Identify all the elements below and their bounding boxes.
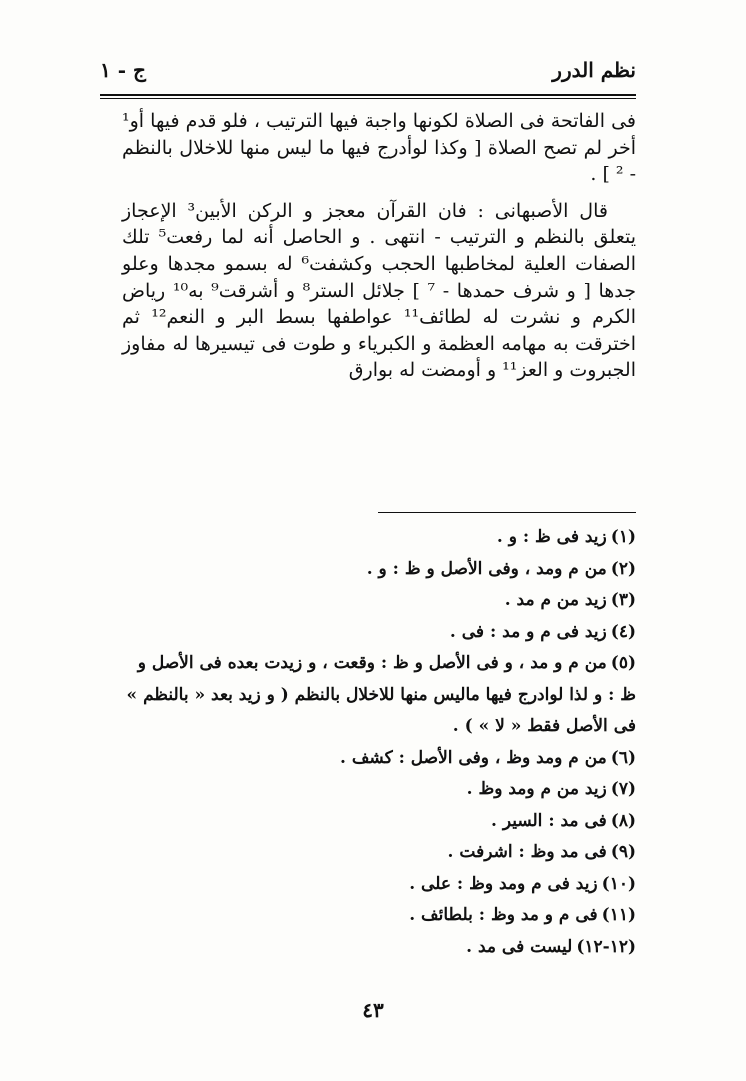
footnote-text: زيد فى ظ : و . xyxy=(496,527,607,547)
footnote-text: من م و مد ، و فى الأصل و ظ : وقعت ، و زيدت بعده فى الأصل و ظ : و لذا لوادرج فيها ماليس منها للاخلال بالنظم ( و زيد بعد « بالنظم » فى الأصل فقط « لا » ) . xyxy=(126,653,636,736)
footnote-12 xyxy=(122,932,636,964)
header-book-title: نظم الدرر xyxy=(552,58,636,82)
footnote-10 xyxy=(122,869,636,901)
footnote-number: (١٠) xyxy=(601,873,636,894)
footnote-9 xyxy=(122,837,636,869)
footnote-number: (١١) xyxy=(601,905,636,925)
footnote-4 xyxy=(122,617,636,649)
footnote-number: (٣) xyxy=(610,590,636,610)
main-text xyxy=(122,108,636,394)
footnote-11 xyxy=(122,900,636,932)
footnote-separator xyxy=(378,512,636,513)
footnote-text: ليست فى مد . xyxy=(466,936,573,957)
footnote-number: (٤) xyxy=(610,621,636,642)
footnote-number: (١) xyxy=(610,527,636,547)
footnote-text: زيد من م ومد وظ . xyxy=(466,779,607,799)
footnotes xyxy=(122,522,636,963)
footnote-text: زيد فى م و مد : فى . xyxy=(449,621,607,642)
footnote-text: زيد فى م ومد وظ : على . xyxy=(409,873,598,894)
header-rule xyxy=(100,94,636,96)
footnote-7 xyxy=(122,774,636,806)
footnote-2 xyxy=(122,554,636,586)
paragraph-continuation: فى الفاتحة فى الصلاة لكونها واجبة فيها الترتيب ، فلو قدم فيها أو¹ أخر لم تصح الصلاة [ وكذا لوأدرج فيها ما ليس منها للاخلال بالنظم - ² ] . xyxy=(122,110,636,186)
footnote-text: فى مد : السير . xyxy=(490,810,607,831)
footnote-number: (٧) xyxy=(610,779,636,799)
footnote-8 xyxy=(122,806,636,838)
footnote-text: من م ومد وظ ، وفى الأصل : كشف . xyxy=(339,747,607,768)
footnote-text: فى م و مد وظ : بلطائف . xyxy=(409,905,598,925)
running-header xyxy=(100,58,636,82)
paragraph-isfahani: قال الأصبهانى : فان القرآن معجز و الركن الأبين³ الإعجاز يتعلق بالنظم و الترتيب - انتهى . و الحاصل أنه لما رفعت⁵ تلك الصفات العلية لمخاطبها الحجب وكشفت⁶ له بسمو مجدها وعلو جدها [ و شرف حمدها - ⁷ ] جلائل الستر⁸ و أشرقت⁹ به¹⁰ رياض الكرم و نشرت له لطائف¹¹ عواطفها بسط البر و النعم¹² ثم اخترقت به مهامه العظمة و الكبرياء و طوت فى تيسيرها له مفاوز الجبروت و العز¹¹ و أومضت له بوارق xyxy=(122,199,637,382)
footnote-text: زيد من م مد . xyxy=(504,590,607,610)
footnote-3 xyxy=(122,585,636,617)
footnote-text: من م ومد ، وفى الأصل و ظ : و . xyxy=(366,558,607,579)
footnote-number: (٨) xyxy=(610,810,636,831)
header-rule-thin xyxy=(100,98,636,99)
footnote-number: (٩) xyxy=(610,842,636,862)
footnote-number: (١٢-١٢) xyxy=(576,936,636,957)
footnote-number: (٥) xyxy=(610,653,636,673)
header-volume: ج - ١ xyxy=(100,58,146,82)
footnote-number: (٢) xyxy=(610,558,636,579)
footnote-5 xyxy=(122,648,636,743)
footnote-text: فى مد وظ : اشرفت . xyxy=(447,842,607,862)
page-number: ٤٣ xyxy=(362,998,384,1022)
footnote-number: (٦) xyxy=(610,747,636,768)
footnote-1 xyxy=(122,522,636,554)
footnote-6 xyxy=(122,743,636,775)
